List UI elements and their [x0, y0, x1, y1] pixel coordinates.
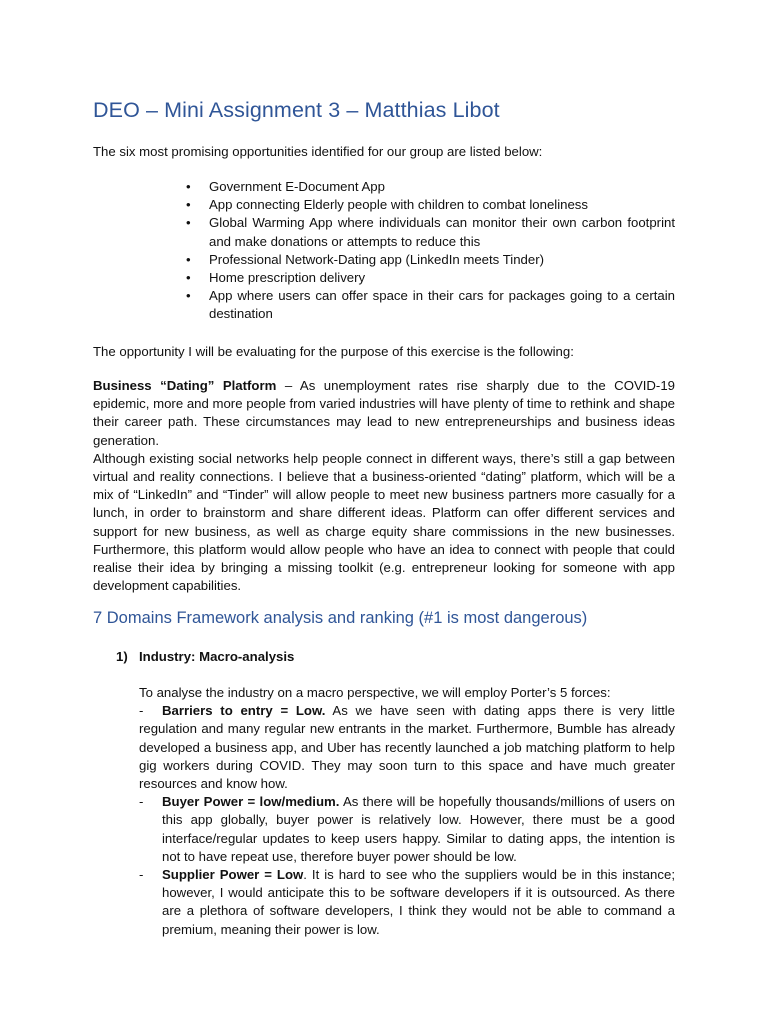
- opportunities-list: [186, 178, 675, 324]
- forces-list: [139, 793, 675, 939]
- dash-marker: -: [139, 703, 144, 719]
- barriers-text: As we have seen with dating apps there is very little regulation and many regular new entrants in the market. Furthermore, Bumble has already developed a business app, and Uber has recently launched a job matching platform to help gig workers during COVID. They may soon turn to this space and have much greater resources and know how.: [139, 703, 675, 792]
- intro-paragraph: The six most promising opportunities identified for our group are listed below:: [93, 144, 543, 159]
- business-description: [93, 377, 675, 595]
- supplier-label: Supplier Power = Low: [162, 867, 304, 883]
- subsection-number: 1): [116, 649, 128, 664]
- subsection-label: Industry: Macro-analysis: [139, 649, 295, 664]
- porter-analysis: [139, 684, 675, 939]
- barriers-paragraph: [139, 702, 675, 793]
- supplier-text: . It is hard to see who the suppliers would be in this instance; however, I would anticipate this to be software developers if it is outsourced. As there are a plethora of software developers, I think they would not be able to command a premium, meaning their power is low.: [162, 867, 675, 937]
- porter-intro: To analyse the industry on a macro perspective, we will employ Porter’s 5 forces:: [139, 685, 611, 700]
- document-title: DEO – Mini Assignment 3 – Matthias Libot: [93, 98, 500, 122]
- evaluating-paragraph: The opportunity I will be evaluating for the purpose of this exercise is the following:: [93, 344, 574, 359]
- business-paragraph-2: Although existing social networks help people connect in different ways, there’s still a gap between virtual and reality connections. I believe that a business-oriented “dating” platform, which will be a mix of “LinkedIn” and “Tinder” will allow people to meet new business partners more casually for a lunch, in order to brainstorm and share different ideas. Platform can offer different services and support for new business, as well as charge equity share commissions in the new businesses. Furthermore, this platform would allow people who have an idea to connect with people that could realise their idea by bringing a missing toolkit (e.g. entrepreneur looking for someone with app development capabilities.: [93, 450, 675, 594]
- list-item: • Home prescription delivery: [186, 269, 675, 287]
- subsection-heading: [116, 648, 294, 666]
- business-text-1: – As unemployment rates rise sharply due to the COVID-19 epidemic, more and more people from varied industries will have plenty of time to rethink and shape their career path. These circumstances may lead to new entrepreneurships and business ideas generation.: [93, 378, 676, 448]
- list-item: [139, 793, 675, 866]
- section-heading: 7 Domains Framework analysis and ranking (#1 is most dangerous): [93, 609, 588, 627]
- barriers-label: Barriers to entry = Low.: [162, 703, 326, 719]
- list-item: • App where users can offer space in their cars for packages going to a certain destination: [186, 287, 675, 323]
- list-item: • App connecting Elderly people with children to combat loneliness: [186, 196, 675, 214]
- business-name: Business “Dating” Platform: [93, 378, 277, 393]
- list-item: • Global Warming App where individuals can monitor their own carbon footprint and make donations or attempts to reduce this: [186, 214, 675, 250]
- list-item: • Professional Network-Dating app (LinkedIn meets Tinder): [186, 251, 675, 269]
- buyer-text: As there will be hopefully thousands/millions of users on this app globally, buyer power is relatively low. However, there must be a good interface/regular updates to keep users happy. Similar to dating apps, the intention is not to have repeat use, therefore buyer power should be low.: [162, 794, 675, 864]
- list-item: • Government E-Document App: [186, 178, 675, 196]
- business-paragraph-1: [93, 377, 675, 450]
- buyer-label: Buyer Power = low/medium.: [162, 794, 340, 810]
- list-item: [139, 866, 675, 939]
